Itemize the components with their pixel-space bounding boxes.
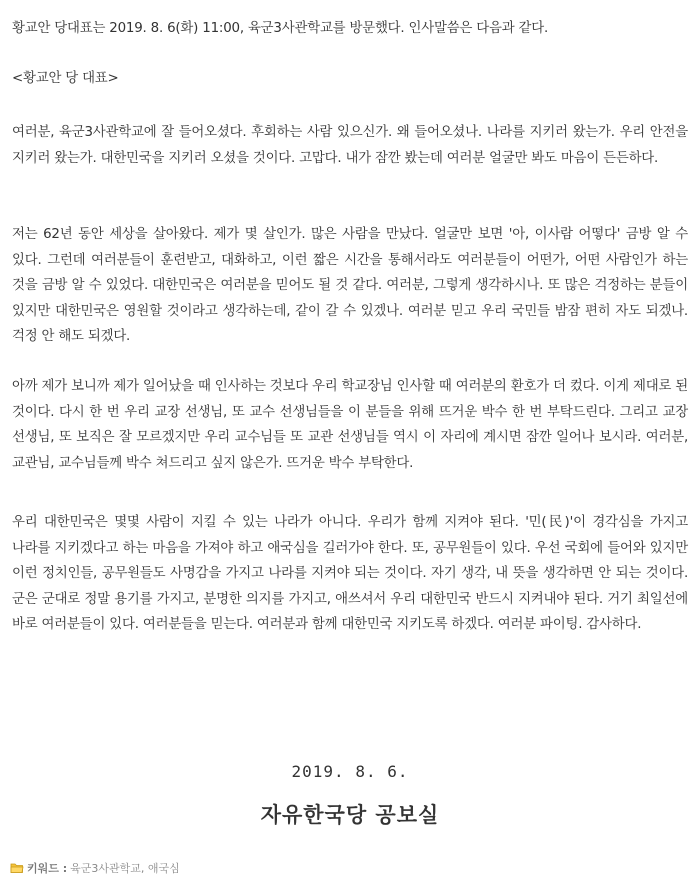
keywords-bar [10,859,180,877]
lead-sentence: 황교안 당대표는 2019. 8. 6(화) 11:00, 육군3사관학교를 방문했다. 인사말씀은 다음과 같다. [12,21,549,36]
speaker-heading: <황교안 당 대표> [12,71,119,86]
speech-paragraph: 여러분, 육군3사관학교에 잘 들어오셨다. 후회하는 사람 있으신가. 왜 들어오셨나. 나라를 지키러 왔는가. 우리 안전을 지키러 왔는가. 대한민국을 지키러 오셨을 것이다. 고맙다. 내가 잠깐 봤는데 여러분 얼굴만 봐도 마음이 든든하다. [12,125,688,166]
speech-paragraph: 아까 제가 보니까 제가 일어났을 때 인사하는 것보다 우리 학교장님 인사할 때 여러분의 환호가 더 컸다. 이게 제대로 된 것이다. 다시 한 번 우리 교장 선생님, 또 교수 선생님들을 이 분들을 위해 뜨거운 박수 한 번 부탁드린다. 그리고 교장 선생님, 또 보직은 잘 모르겠지만 우리 교수님들 또 교관 선생님들 역시 이 자리에 계시면 잠깐 일어나 보시라. 여러분, 교관님, 교수님들께 박수 쳐드리고 싶지 않은가. 뜨거운 박수 부탁한다. [12,379,688,471]
release-date: 2019. 8. 6. [291,762,409,781]
keywords-link[interactable]: 육군3사관학교, 애국심 [70,862,180,875]
speech-paragraph: 우리 대한민국은 몇몇 사람이 지킬 수 있는 나라가 아니다. 우리가 함께 지켜야 된다. '민(民)'이 경각심을 가지고 나라를 지키겠다고 하는 마음을 가져야 하고 애국심을 길러가야 한다. 또, 공무원들이 있다. 우선 국회에 들어와 있지만 이런 정치인들, 공무원들도 사명감을 가지고 나라를 지켜야 되는 것이다. 자기 생각, 내 뜻을 생각하면 안 되는 것이다. 군은 군대로 정말 용기를 가지고, 분명한 의지를 가지고, 애쓰셔서 우리 대한민국 반드시 지켜내야 된다. 거기 최일선에 바로 여러분들이 있다. 여러분들을 믿는다. 여러분과 함께 대한민국 지키도록 하겠다. 여러분 파이팅. 감사하다. [12,515,688,632]
keywords-label: 키워드 : [27,862,68,875]
organization-name: 자유한국당 공보실 [260,803,440,827]
folder-icon [10,862,24,874]
speech-paragraph: 저는 62년 동안 세상을 살아왔다. 제가 몇 살인가. 많은 사람을 만났다. 얼굴만 보면 '아, 이사람 어떻다' 금방 알 수 있다. 그런데 여러분들이 훈련받고, 대화하고, 이런 짧은 시간을 통해서라도 여러분들이 어떤가, 어떤 사람인가 하는 것을 금방 알 수 있었다. 대한민국은 여러분을 믿어도 될 것 같다. 여러분, 그렇게 생각하시나. 또 많은 걱정하는 분들이 있지만 대한민국은 영원할 것이라고 생각하는데, 같이 갈 수 있겠나. 여러분 믿고 우리 국민들 밤잠 편히 자도 되겠나. 걱정 안 해도 되겠다. [12,227,688,344]
